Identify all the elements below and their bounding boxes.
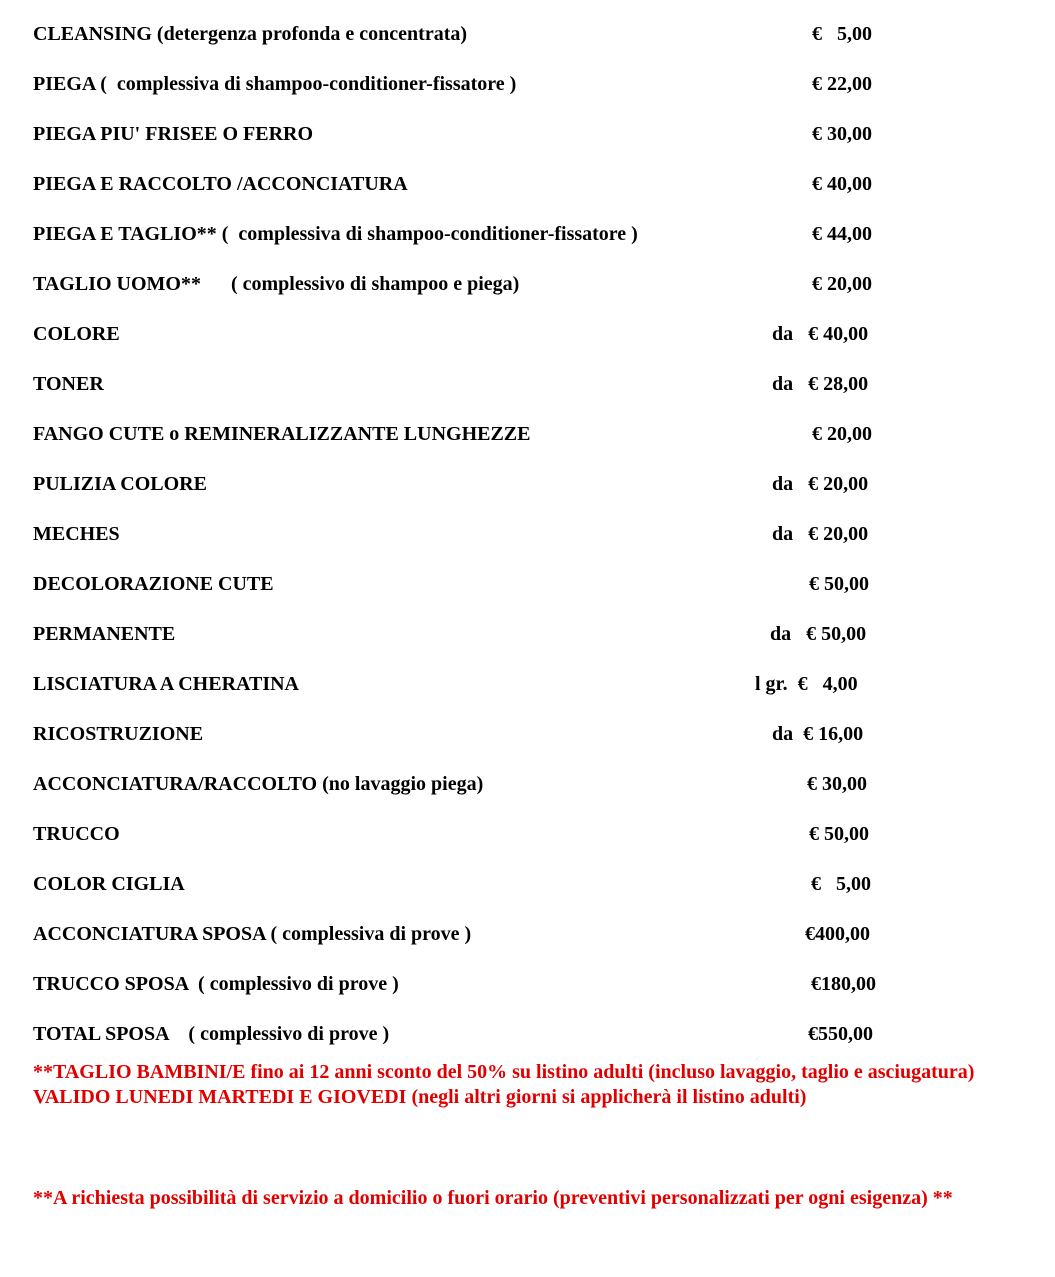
service-price: € 44,00 xyxy=(812,223,872,245)
service-price: €550,00 xyxy=(808,1023,873,1045)
service-price: € 5,00 xyxy=(812,23,872,45)
price-row-pulizia-colore xyxy=(33,472,1033,496)
service-price: € 20,00 xyxy=(812,273,872,295)
price-row-acconciatura-sposa xyxy=(33,922,1033,946)
service-price: l gr. € 4,00 xyxy=(755,673,858,695)
service-price: € 50,00 xyxy=(809,823,869,845)
service-price: € 40,00 xyxy=(812,173,872,195)
service-name: TOTAL SPOSA ( complessivo di prove ) xyxy=(33,1023,390,1045)
service-name: RICOSTRUZIONE xyxy=(33,723,204,745)
service-name: FANGO CUTE o REMINERALIZZANTE LUNGHEZZE xyxy=(33,423,531,445)
price-row-trucco-sposa xyxy=(33,972,1033,996)
service-name: PULIZIA COLORE xyxy=(33,473,207,495)
service-name: TONER xyxy=(33,373,104,395)
service-name: MECHES xyxy=(33,523,120,545)
service-name: LISCIATURA A CHERATINA xyxy=(33,673,299,695)
service-name: TAGLIO UOMO** ( complessivo di shampoo e piega) xyxy=(33,273,520,295)
service-price: da € 50,00 xyxy=(770,623,867,645)
price-row-toner xyxy=(33,372,1033,396)
price-row-piega-frisee xyxy=(33,122,1033,146)
service-name: PIEGA E TAGLIO** ( complessiva di shampoo-conditioner-fissatore ) xyxy=(33,223,638,245)
service-name: PERMANENTE xyxy=(33,623,176,645)
service-price: da € 20,00 xyxy=(772,523,869,545)
service-price: € 5,00 xyxy=(811,873,871,895)
service-price: € 20,00 xyxy=(812,423,872,445)
price-row-decolorazione-cute xyxy=(33,572,1033,596)
service-price: €400,00 xyxy=(805,923,870,945)
service-price: €180,00 xyxy=(811,973,876,995)
service-name: DECOLORAZIONE CUTE xyxy=(33,573,274,595)
price-row-ricostruzione xyxy=(33,722,1033,746)
price-row-trucco xyxy=(33,822,1033,846)
service-name: TRUCCO xyxy=(33,823,120,845)
price-row-acconciatura-raccolto xyxy=(33,772,1033,796)
service-name: PIEGA ( complessiva di shampoo-conditioner-fissatore ) xyxy=(33,73,517,95)
price-row-total-sposa xyxy=(33,1022,1033,1046)
service-name: ACCONCIATURA SPOSA ( complessiva di prove ) xyxy=(33,923,472,945)
price-row-permanente xyxy=(33,622,1033,646)
price-row-cleansing xyxy=(33,22,1033,46)
service-price: € 30,00 xyxy=(812,123,872,145)
service-name: CLEANSING (detergenza profonda e concentrata) xyxy=(33,23,468,45)
price-row-piega xyxy=(33,72,1033,96)
service-price: da € 28,00 xyxy=(772,373,869,395)
service-name: ACCONCIATURA/RACCOLTO (no lavaggio piega) xyxy=(33,773,484,795)
price-row-color-ciglia xyxy=(33,872,1033,896)
price-row-fango-cute xyxy=(33,422,1033,446)
price-row-piega-raccolto xyxy=(33,172,1033,196)
service-price: € 50,00 xyxy=(809,573,869,595)
service-name: COLOR CIGLIA xyxy=(33,873,185,895)
price-row-lisciatura xyxy=(33,672,1033,696)
service-price: € 22,00 xyxy=(812,73,872,95)
price-row-taglio-uomo xyxy=(33,272,1033,296)
service-price: da € 40,00 xyxy=(772,323,869,345)
service-name: PIEGA PIU' FRISEE O FERRO xyxy=(33,123,314,145)
home-service-note: **A richiesta possibilità di servizio a domicilio o fuori orario (preventivi personalizzati per ogni esigenza) ** xyxy=(33,1187,953,1209)
service-price: da € 16,00 xyxy=(772,723,864,745)
price-row-colore xyxy=(33,322,1033,346)
service-price: da € 20,00 xyxy=(772,473,869,495)
service-name: PIEGA E RACCOLTO /ACCONCIATURA xyxy=(33,173,408,195)
children-discount-note: **TAGLIO BAMBINI/E fino ai 12 anni sconto del 50% su listino adulti (incluso lavaggio, taglio e asciugatura) VALIDO LUNEDI MARTEDI E GIOVEDI (negli altri giorni si applicherà il listino adulti) xyxy=(33,1061,975,1108)
service-name: COLORE xyxy=(33,323,120,345)
price-row-meches xyxy=(33,522,1033,546)
service-price: € 30,00 xyxy=(807,773,867,795)
price-row-piega-taglio xyxy=(33,222,1033,246)
service-name: TRUCCO SPOSA ( complessivo di prove ) xyxy=(33,973,399,995)
